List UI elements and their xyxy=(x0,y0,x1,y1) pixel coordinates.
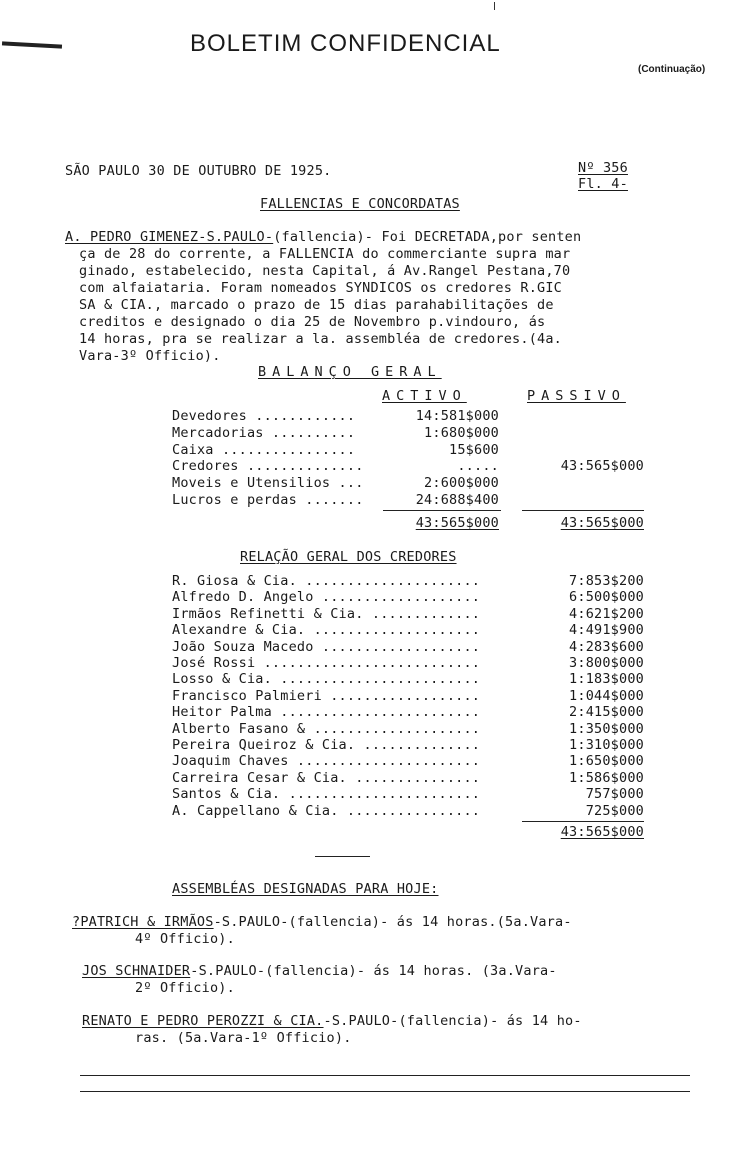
balance-row-activo: 24:688$400 xyxy=(415,492,499,508)
creditor-name: Joaquim Chaves ...................... xyxy=(172,753,481,769)
balance-col-activo: ACTIVO xyxy=(382,388,467,404)
balance-row-label: Caixa ................ xyxy=(172,442,356,458)
balance-total-rule-activo xyxy=(383,510,501,511)
entry-a-line: com alfaiataria. Foram nomeados SYNDICOS os credores R.GIC xyxy=(79,280,563,296)
creditor-name: Carreira Cesar & Cia. ............... xyxy=(172,770,481,786)
creditor-amount: 4:621$200 xyxy=(569,606,644,622)
footer-rule xyxy=(80,1075,690,1076)
creditors-total-rule xyxy=(522,821,644,822)
entry-a-first-line xyxy=(65,229,581,245)
balance-total-passivo: 43:565$000 xyxy=(560,515,644,531)
balance-total-activo: 43:565$000 xyxy=(415,515,499,531)
creditor-amount: 757$000 xyxy=(585,786,644,802)
creditor-name: Alfredo D. Angelo ................... xyxy=(172,589,481,605)
balance-row-activo: ..... xyxy=(457,458,499,474)
balance-row-label: Lucros e perdas ....... xyxy=(172,492,364,508)
assembly-item xyxy=(82,963,557,979)
creditor-name: Alberto Fasano & .................... xyxy=(172,721,481,737)
entry-a-line: ça de 28 do corrente, a FALLENCIA do commerciante supra mar xyxy=(79,246,571,262)
creditor-name: Losso & Cia. ........................ xyxy=(172,671,481,687)
entry-a-line: ginado, estabelecido, nesta Capital, á Av.Rangel Pestana,70 xyxy=(79,263,571,279)
balance-row-activo: 1:680$000 xyxy=(424,425,499,441)
assembly-cont: ras. (5a.Vara-1º Officio). xyxy=(135,1030,352,1046)
creditor-name: Alexandre & Cia. .................... xyxy=(172,622,481,638)
creditors-title: RELAÇÃO GERAL DOS CREDORES xyxy=(240,549,457,565)
creditor-name: A. Cappellano & Cia. ................ xyxy=(172,803,481,819)
creditor-amount: 1:350$000 xyxy=(569,721,644,737)
creditor-amount: 4:283$600 xyxy=(569,639,644,655)
balance-title: BALANÇO GERAL xyxy=(258,364,442,380)
assembly-name: ?PATRICH & IRMÃOS xyxy=(72,914,214,930)
assembly-text: -S.PAULO-(fallencia)- ás 14 ho- xyxy=(323,1013,582,1029)
creditor-name: Santos & Cia. ....................... xyxy=(172,786,481,802)
creditor-name: Pereira Queiroz & Cia. .............. xyxy=(172,737,481,753)
creditor-amount: 6:500$000 xyxy=(569,589,644,605)
creditor-name: José Rossi .......................... xyxy=(172,655,481,671)
section-title: FALLENCIAS E CONCORDATAS xyxy=(260,196,460,212)
footer-rule xyxy=(80,1091,690,1092)
balance-row-label: Devedores ............ xyxy=(172,408,356,424)
scan-mark-top xyxy=(494,2,495,10)
assemblies-title: ASSEMBLÉAS DESIGNADAS PARA HOJE: xyxy=(172,881,439,897)
creditor-name: R. Giosa & Cia. ..................... xyxy=(172,573,481,589)
assembly-item xyxy=(82,1013,582,1029)
balance-row-activo: 14:581$000 xyxy=(415,408,499,424)
entry-a-line: creditos e designado o dia 25 de Novembro p.vindouro, ás xyxy=(79,314,546,330)
dateline-city-date: SÃO PAULO 30 DE OUTUBRO DE 1925. xyxy=(65,163,332,179)
scan-mark-left xyxy=(2,41,62,48)
balance-total-rule-passivo xyxy=(522,510,644,511)
bulletin-number: Nº 356 xyxy=(578,160,628,176)
balance-row-passivo: 43:565$000 xyxy=(560,458,644,474)
page-title: BOLETIM CONFIDENCIAL xyxy=(190,30,501,57)
creditor-amount: 1:650$000 xyxy=(569,753,644,769)
entry-a-line: 14 horas, pra se realizar a la. assembléa de credores.(4a. xyxy=(79,331,563,347)
creditor-amount: 3:800$000 xyxy=(569,655,644,671)
balance-row-label: Credores .............. xyxy=(172,458,364,474)
entry-a-line: Vara-3º Officio). xyxy=(79,348,221,364)
assembly-text: -S.PAULO-(fallencia)- ás 14 horas. (3a.Vara- xyxy=(190,963,557,979)
entry-a-line: (fallencia)- Foi DECRETADA,por senten xyxy=(273,229,582,245)
assembly-item xyxy=(72,914,572,930)
balance-row-label: Moveis e Utensilios ... xyxy=(172,475,364,491)
continuation-label: (Continuação) xyxy=(638,64,706,75)
creditor-name: Heitor Palma ........................ xyxy=(172,704,481,720)
creditor-name: Francisco Palmieri .................. xyxy=(172,688,481,704)
balance-row-activo: 15$600 xyxy=(449,442,499,458)
creditors-total: 43:565$000 xyxy=(560,824,644,840)
creditor-amount: 2:415$000 xyxy=(569,704,644,720)
balance-row-activo: 2:600$000 xyxy=(424,475,499,491)
creditor-amount: 725$000 xyxy=(585,803,644,819)
creditor-amount: 1:586$000 xyxy=(569,770,644,786)
assembly-name: JOS SCHNAIDER xyxy=(82,963,191,979)
creditor-amount: 1:310$000 xyxy=(569,737,644,753)
assembly-cont: 4º Officio). xyxy=(135,931,235,947)
assembly-name: RENATO E PEDRO PEROZZI & CIA. xyxy=(82,1013,324,1029)
balance-row-label: Mercadorias .......... xyxy=(172,425,356,441)
section-separator xyxy=(315,856,370,857)
creditor-name: Irmãos Refinetti & Cia. ............. xyxy=(172,606,481,622)
creditor-amount: 4:491$900 xyxy=(569,622,644,638)
sheet-number: Fl. 4- xyxy=(578,176,628,192)
creditor-amount: 1:044$000 xyxy=(569,688,644,704)
creditor-name: João Souza Macedo ................... xyxy=(172,639,481,655)
creditor-amount: 1:183$000 xyxy=(569,671,644,687)
assembly-cont: 2º Officio). xyxy=(135,980,235,996)
assembly-text: -S.PAULO-(fallencia)- ás 14 horas.(5a.Vara- xyxy=(213,914,572,930)
balance-col-passivo: PASSIVO xyxy=(527,388,626,404)
entry-a-heading: A. PEDRO GIMENEZ-S.PAULO- xyxy=(65,229,274,245)
creditor-amount: 7:853$200 xyxy=(569,573,644,589)
entry-a-line: SA & CIA., marcado o prazo de 15 dias parahabilitações de xyxy=(79,297,554,313)
